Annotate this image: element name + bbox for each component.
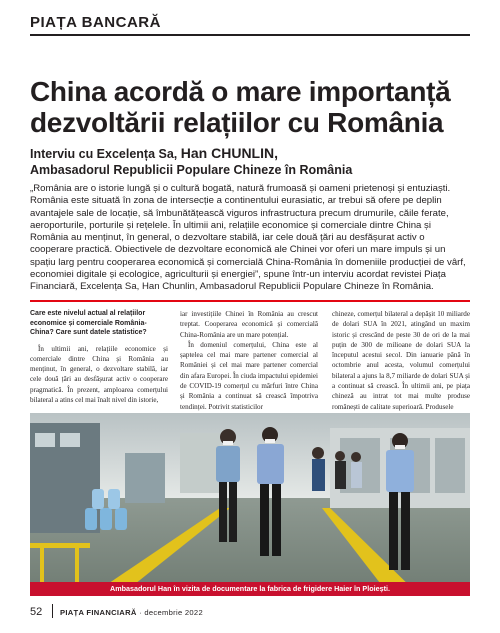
column-2-paragraph-1: iar investițiile Chinei în România au crescut treptat. Cooperarea economică și comercială China-România are un mare potențial.: [180, 310, 318, 339]
headline-line-2: dezvoltării relațiilor cu România: [30, 107, 444, 138]
footer-separator: [52, 604, 53, 618]
text-column-2: [180, 309, 318, 412]
headline-line-1: China acordă o mare importanță: [30, 76, 451, 107]
text-column-3: [332, 309, 470, 412]
section-divider: [30, 34, 470, 36]
page-footer: [30, 604, 470, 620]
issue-date: · decembrie 2022: [139, 608, 203, 617]
section-header: [30, 10, 470, 36]
page-number: 52: [30, 606, 43, 618]
lead-divider: [30, 300, 470, 302]
article-lead: „România are o istorie lungă și o cultură bogată, natură frumoasă și oameni prietenoși și entuziaști. România este situată în zona de intersecție a continentului eurasiatic, ar trebui să ofere pe deplin avantajele sale de locație, să îmbunătățească viguros infrastructura precum drumurile, căile ferate, aeroporturile, porturile și rețelele. În ultimii ani, relațiile economice și comerciale dintre China și România au menținut, în general, o dezvoltare stabilă, iar cele două țări au desfășurat activ o cooperare practică. Obiectivele de dezvoltare economică ale Chinei vor oferi un mare impuls și un spațiu larg pentru cooperarea economică și comercială China-România în domeniile producției de vârf, economiei digitale și ecologice, agriculturii și energiei”, spune într-un interviu acordat revistei Piața Financiară, Excelența Sa, Han Chunlin, Ambasadorul Republicii Populare Chineze în România.: [30, 183, 466, 293]
text-column-1: [30, 309, 168, 405]
photo-caption: Ambasadorul Han în vizita de documentare la fabrica de frigidere Haier în Ploiești.: [30, 582, 470, 596]
column-2-paragraph-2: În domeniul comerțului, China este al șaptelea cel mai mare partener comercial al României și cel mai mare partener comercial din afara Europei. În ciuda impactului epidemiei de COVID-19 comerțul cu mărfuri între China și România a continuat să crească împotriva tendinței. Potrivit statisticilor: [180, 340, 318, 411]
section-title: PIAȚA BANCARĂ: [30, 14, 161, 31]
column-3-paragraph: chineze, comerțul bilateral a depășit 10 miliarde de dolari SUA în 2021, atingând un maxim istoric și crescând de peste 30 de ori de la mai puțin de 300 de milioane de dolari SUA la începutul acestui secol. Din ianuarie până în octombrie anul acesta, volumul comerțului bilateral a ajuns la 8,7 miliarde de dolari SUA și a continuat să crească. În ultimii ani, pe piața chineză au intrat tot mai multe produse românești de calitate superioară. Produsele: [332, 310, 470, 411]
publication-name: PIAȚA FINANCIARĂ: [60, 608, 137, 617]
interview-question: Care este nivelul actual al relațiilor economice și comerciale România-China? Care sunt datele statistice?: [30, 310, 147, 336]
article-headline: [30, 76, 470, 138]
factory-visit-photo: [30, 413, 470, 596]
publication-info: [60, 608, 203, 617]
photo-illustration: [30, 413, 470, 596]
subhead-name: Han CHUNLIN,: [180, 145, 279, 161]
column-1-paragraph: În ultimii ani, relațiile economice și comerciale dintre China și România au menținut, în general, o dezvoltare stabilă, iar cele două țări au desfășurat activ o cooperare pragmatică. În prezent, amploarea comerțului bilateral a atins cel mai înalt nivel din istorie,: [30, 344, 168, 404]
article-subhead: [30, 145, 470, 178]
subhead-prefix: Interviu cu Excelența Sa,: [30, 147, 178, 161]
subhead-role: Ambasadorul Republicii Populare Chineze în România: [30, 163, 353, 177]
